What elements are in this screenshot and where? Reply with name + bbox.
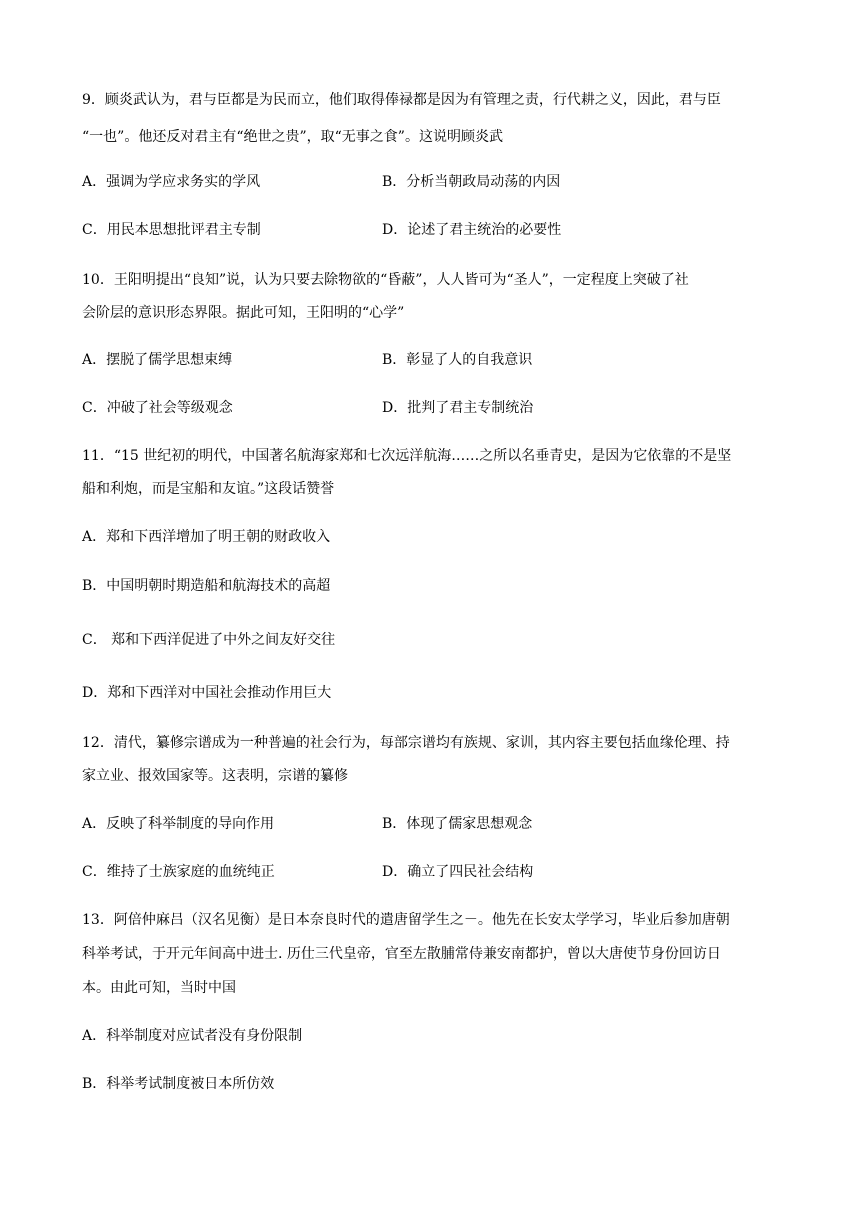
q12-option-b[interactable]: B．体现了儒家思想观念	[382, 816, 533, 832]
q12-stem-line-1: 12．清代，纂修宗谱成为一种普遍的社会行为，每部宗谱均有族规、家训，其内容主要包括血缘伦理、持	[82, 735, 730, 751]
q10-stem-line-2: 会阶层的意识形态界限。据此可知，王阳明的“心学”	[82, 305, 405, 321]
q10-option-b[interactable]: B．彰显了人的自我意识	[382, 352, 533, 368]
q12-option-c[interactable]: C．维持了士族家庭的血统纯正	[82, 864, 275, 880]
q12-option-a[interactable]: A．反映了科举制度的导向作用	[82, 816, 275, 832]
q11-option-d[interactable]: D．郑和下西洋对中国社会推动作用巨大	[82, 685, 332, 701]
q9-stem-line-2: “一也”。他还反对君主有“绝世之贵”，取“无事之食”。这说明顾炎武	[82, 129, 503, 145]
q13-stem-line-3: 本。由此可知，当时中国	[82, 980, 236, 996]
q13-option-a[interactable]: A．科举制度对应试者没有身份限制	[82, 1028, 303, 1044]
q13-stem-line-1: 13．阿倍仲麻吕（汉名见衡）是日本奈良时代的遣唐留学生之－。他先在长安太学学习，毕业后参加唐朝	[82, 912, 730, 928]
q11-option-b[interactable]: B．中国明朝时期造船和航海技术的高超	[82, 578, 331, 594]
q10-option-a[interactable]: A．摆脱了儒学思想束缚	[82, 352, 233, 368]
q9-option-a[interactable]: A．强调为学应求务实的学风	[82, 174, 261, 190]
q11-option-a[interactable]: A．郑和下西洋增加了明王朝的财政收入	[82, 529, 331, 545]
q12-stem-line-2: 家立业、报效国家等。这表明，宗谱的纂修	[82, 768, 348, 784]
q10-option-c[interactable]: C．冲破了社会等级观念	[82, 400, 233, 416]
q9-option-b[interactable]: B．分析当朝政局动荡的内因	[382, 174, 561, 190]
q10-option-d[interactable]: D．批判了君主专制统治	[382, 400, 534, 416]
q11-stem-line-2: 船和利炮，而是宝船和友谊。”这段话赞誉	[82, 481, 335, 497]
q10-stem-line-1: 10．王阳明提出“良知”说，认为只要去除物欲的“昏蔽”，人人皆可为“圣人”，一定程度上突破了社	[82, 272, 689, 288]
q9-option-c[interactable]: C．用民本思想批评君主专制	[82, 222, 261, 238]
q11-stem-line-1: 11．“15 世纪初的明代，中国著名航海家郑和七次远洋航海……之所以名垂青史，是因为它依靠的不是坚	[82, 448, 732, 464]
q9-option-d[interactable]: D．论述了君主统治的必要性	[382, 222, 562, 238]
q11-option-c[interactable]: C． 郑和下西洋促进了中外之间友好交往	[82, 632, 336, 648]
q13-option-b[interactable]: B．科举考试制度被日本所仿效	[82, 1076, 275, 1092]
q13-stem-line-2: 科举考试，于开元年间高中进士. 历仕三代皇帝，官至左散脯常侍兼安南都护，曾以大唐使节身份回访日	[82, 946, 721, 962]
q9-stem-line-1: 9．顾炎武认为，君与臣都是为民而立，他们取得俸禄都是因为有管理之责，行代耕之义，因此，君与臣	[82, 92, 721, 108]
q12-option-d[interactable]: D．确立了四民社会结构	[382, 864, 534, 880]
